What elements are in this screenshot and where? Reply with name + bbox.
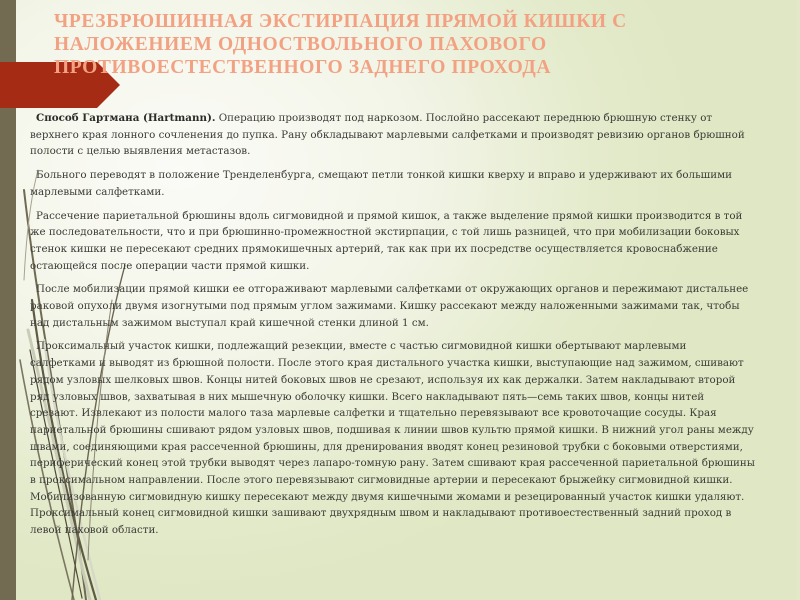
paragraph-hartmann-method bbox=[30, 110, 755, 160]
paragraph-text: После мобилизации прямой кишки ее отгораживают марлевыми салфетками от окружающих органов и пережимают дистальнее раковой опухоли двумя изогнутыми под прямым углом зажимами. Кишку рассекают между наложенными зажимами так, чтобы над дистальным зажимом выступал край кишечной стенки длиной 1 см. bbox=[30, 283, 749, 329]
right-edge-strip bbox=[796, 0, 800, 600]
slide-body bbox=[30, 110, 755, 546]
title-line-2: НАЛОЖЕНИЕМ ОДНОСТВОЛЬНОГО ПАХОВОГО bbox=[54, 34, 547, 55]
title-line-1: ЧРЕЗБРЮШИННАЯ ЭКСТИРПАЦИЯ ПРЯМОЙ КИШКИ С bbox=[54, 11, 627, 32]
paragraph-text: Операцию производят под наркозом. Послойно рассекают переднюю брюшную стенку от верхнего края лонного сочленения до пупка. Рану обкладывают марлевыми салфетками и производят ревизию органов брюшной полости с целью выявления метастазов. bbox=[30, 112, 745, 158]
paragraph-text: Проксимальный участок кишки, подлежащий резекции, вместе с частью сигмовидной кишки обертывают марлевыми салфетками и выводят из брюшной полости. После этого края дистального участка кишки, выступающие над зажимом, сшивают рядом узловых шелковых швов. Концы нитей боковых швов не срезают, используя их как держалки. Затем накладывают второй ряд узловых швов, захватывая в них мышечную оболочку кишки. Всего накладывают пять—семь таких швов, концы нитей срезают. Извлекают из полости малого таза марлевые салфетки и тщательно перевязывают все кровоточащие сосуды. Края париетальной брюшины сшивают рядом узловых швов, подшивая к линии швов культю прямой кишки. В нижний угол раны между швами, соединяющими края рассеченной брюшины, для дренирования вводят конец резиновой трубки с боковыми отверстиями, периферический конец этой трубки выводят через лапаро-томную рану. Затем сшивают края рассеченной париетальной брюшины в проксимальном направлении. После этого перевязывают сигмовидные артерии и пересекают брыжейку сигмовидной кишки. Мобилизованную сигмовидную кишку пересекают между двумя кишечными жомами и резецированный участок кишки удаляют. Проксимальный конец сигмовидной кишки зашивают двухрядным швом и накладывают противоестественный задний проход в левой паховой области. bbox=[30, 340, 755, 537]
title-line-3: ПРОТИВОЕСТЕСТВЕННОГО ЗАДНЕГО ПРОХОДА bbox=[54, 57, 552, 78]
paragraph-lead: Способ Гартмана (Hartmann). bbox=[36, 112, 216, 124]
paragraph-text: Больного переводят в положение Тренделенбурга, смещают петли тонкой кишки кверху и вправо и удерживают их большими марлевыми салфетками. bbox=[30, 169, 732, 198]
paragraph-text: Рассечение париетальной брюшины вдоль сигмовидной и прямой кишок, а также выделение прямой кишки производится в той же последовательности, что и при брюшинно-промежностной экстирпации, с той лишь разницей, что при мобилизации боковых стенок кишки не пересекают средних прямокишечных артерий, так как при их посредстве осуществляется кровоснабжение остающейся после операции части прямой кишки. bbox=[30, 209, 743, 272]
paragraph-trendelenburg bbox=[30, 167, 755, 200]
paragraph-mobilization bbox=[30, 281, 755, 331]
slide-title bbox=[54, 10, 754, 79]
paragraph-proximal-resection bbox=[30, 338, 755, 538]
paragraph-peritoneum-incision bbox=[30, 208, 755, 275]
